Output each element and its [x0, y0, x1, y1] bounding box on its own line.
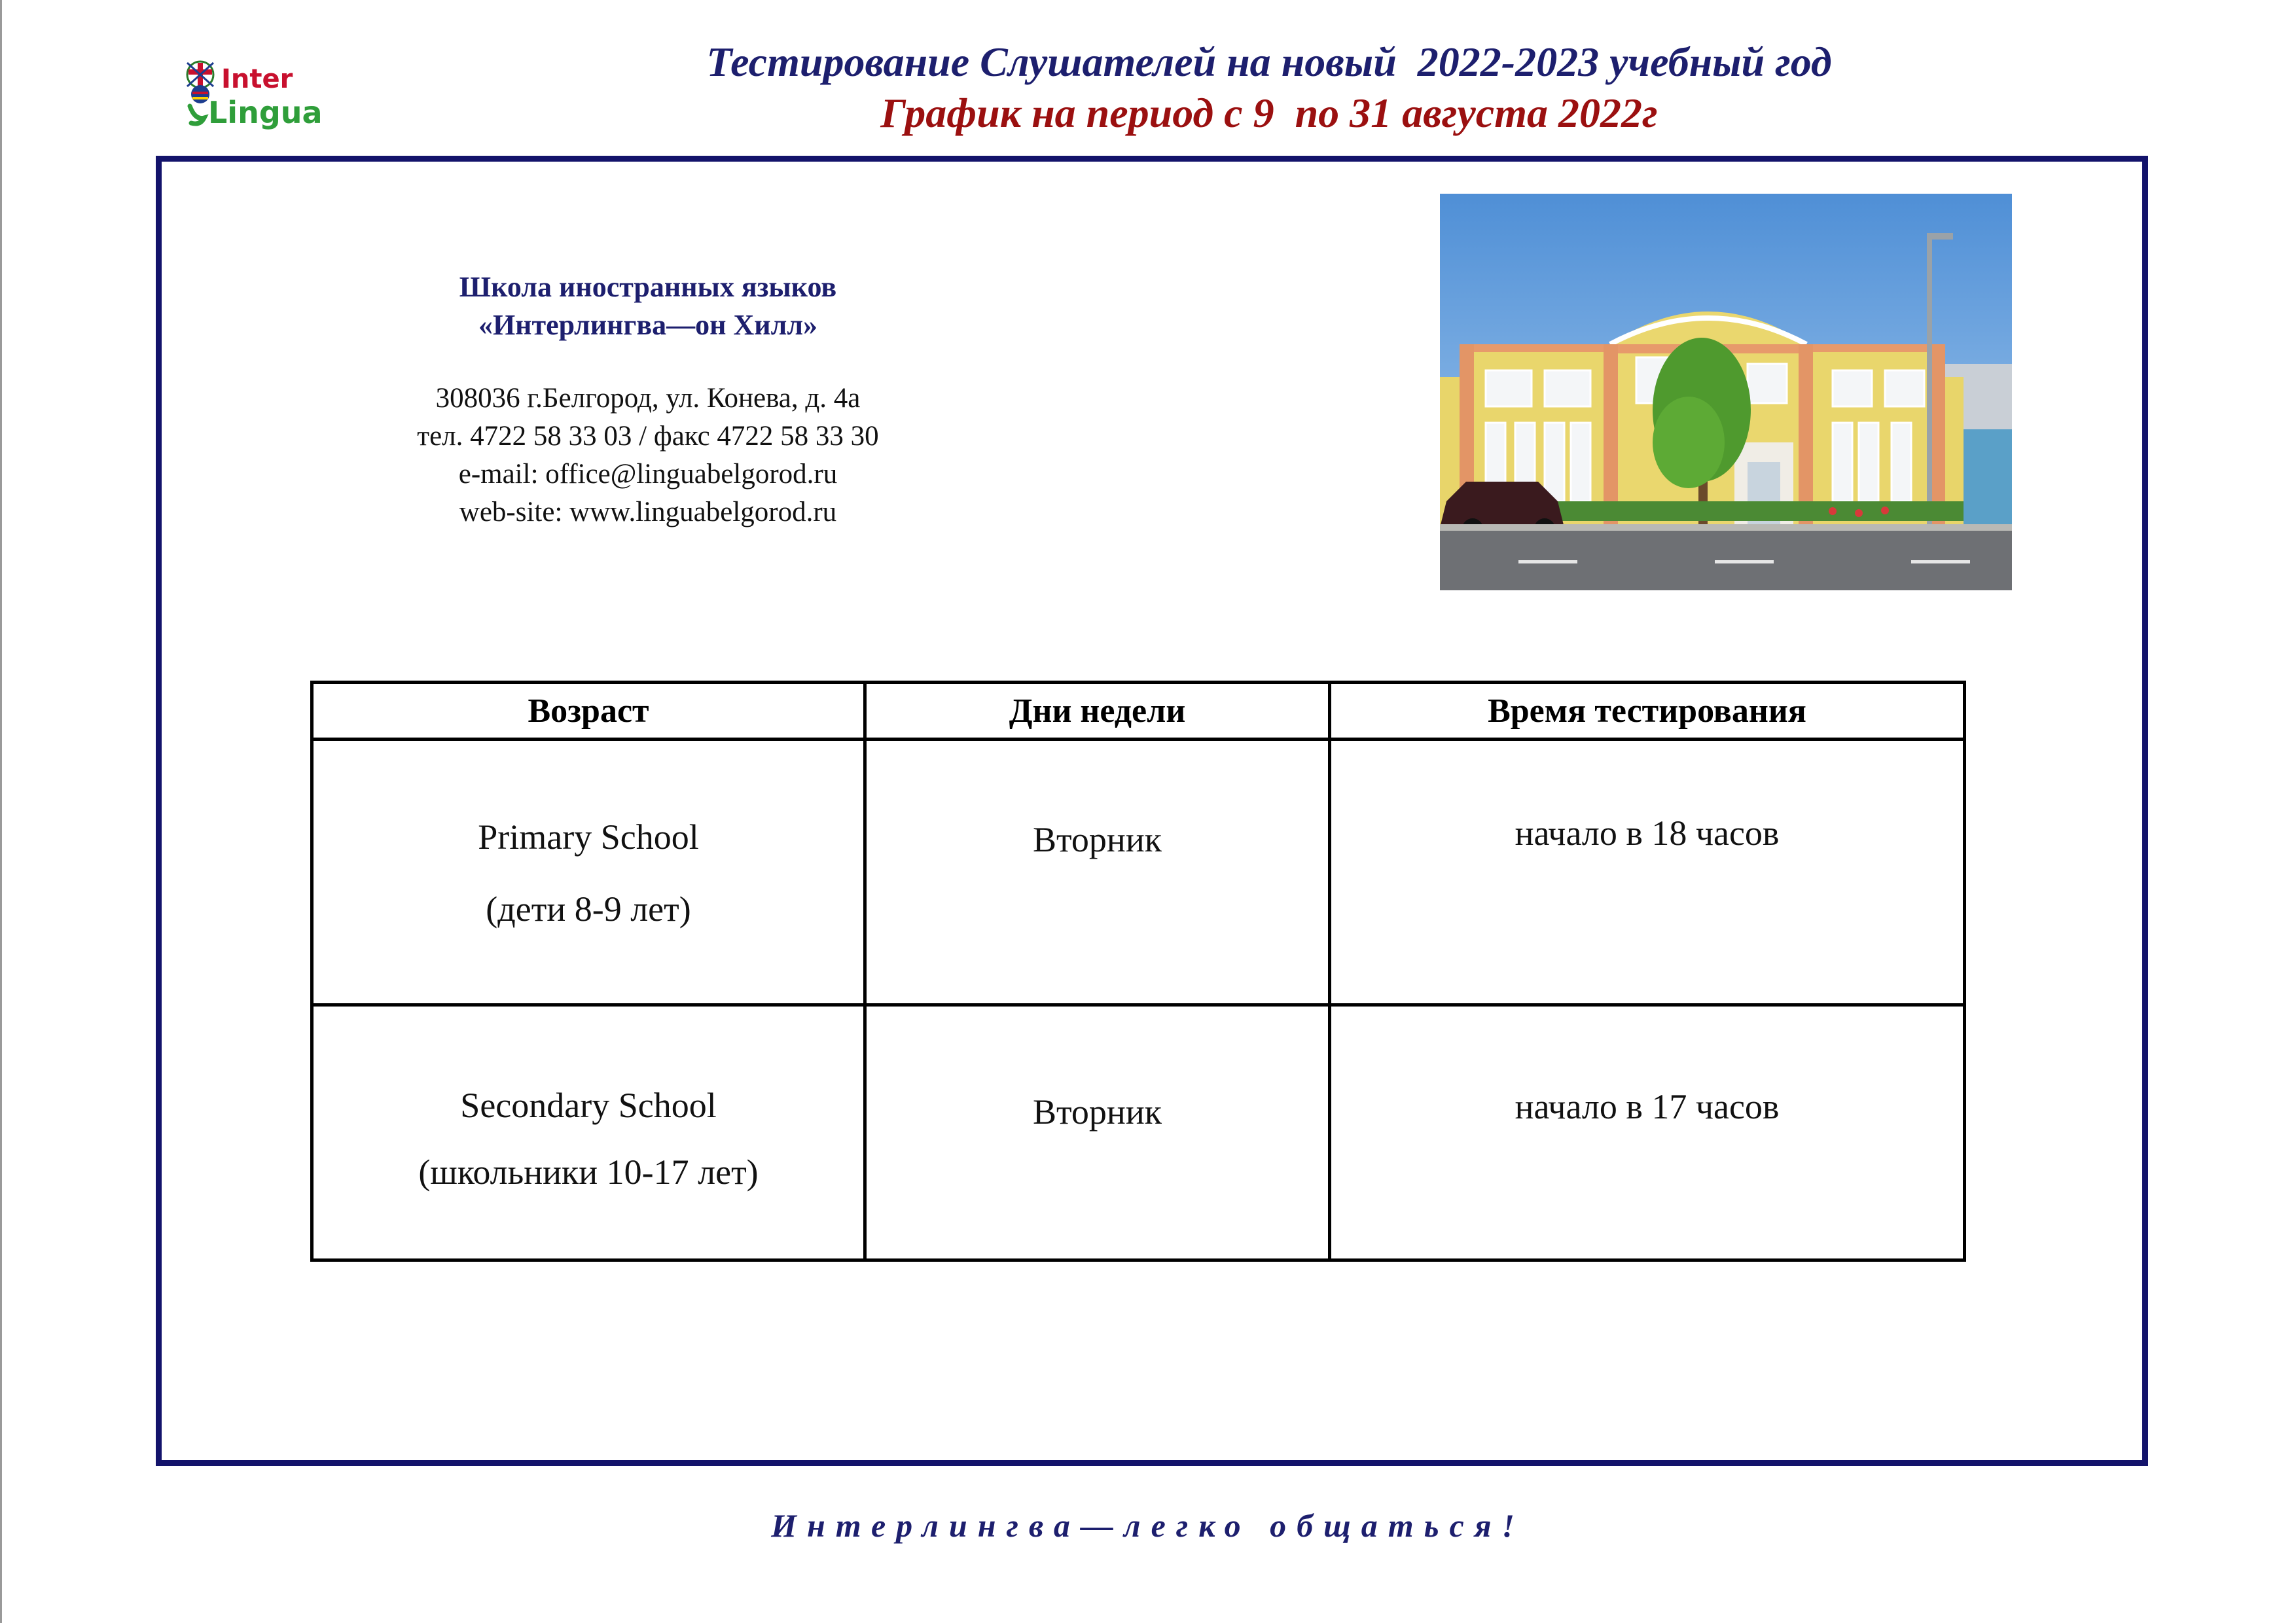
footer-slogan: Интерлингва—легко общаться! — [771, 1507, 1525, 1544]
page-edge-rule — [0, 0, 2, 1623]
school-name-line1: Школа иностранных языков — [459, 271, 837, 303]
school-building-photo — [1440, 194, 2012, 590]
age-detail: (дети 8-9 лет) — [486, 889, 691, 929]
school-info — [327, 268, 969, 531]
page-title: Тестирование Слушателей на новый 2022-2023 учебный год — [706, 39, 1832, 85]
age-detail: (школьники 10-17 лет) — [418, 1152, 759, 1192]
testing-schedule-table — [310, 681, 1966, 1262]
table-row — [312, 740, 1965, 1005]
school-email: e-mail: office@linguabelgorod.ru — [458, 459, 838, 490]
age-group: Primary School — [478, 817, 699, 857]
school-website: web-site: www.linguabelgorod.ru — [459, 497, 837, 527]
svg-text:Lingua: Lingua — [208, 95, 323, 130]
table-row — [312, 1005, 1965, 1260]
school-address: 308036 г.Белгород, ул. Конева, д. 4а — [435, 383, 861, 414]
table-header-row — [312, 683, 1965, 740]
svg-text:Inter: Inter — [221, 64, 293, 94]
day-cell: Вторник — [865, 1005, 1330, 1260]
age-cell — [312, 740, 865, 1005]
column-header-time: Время тестирования — [1330, 683, 1965, 740]
school-contacts — [327, 380, 969, 531]
school-name — [327, 268, 969, 344]
page-subtitle: График на период с 9 по 31 августа 2022г — [880, 90, 1658, 136]
school-phone: тел. 4722 58 33 03 / факс 4722 58 33 30 — [417, 421, 879, 452]
time-cell: начало в 18 часов — [1330, 740, 1965, 1005]
column-header-age: Возраст — [312, 683, 865, 740]
day-cell: Вторник — [865, 740, 1330, 1005]
school-name-line2: «Интерлингва—он Хилл» — [478, 309, 818, 341]
age-cell — [312, 1005, 865, 1260]
time-cell: начало в 17 часов — [1330, 1005, 1965, 1260]
column-header-days: Дни недели — [865, 683, 1330, 740]
age-group: Secondary School — [460, 1086, 717, 1126]
